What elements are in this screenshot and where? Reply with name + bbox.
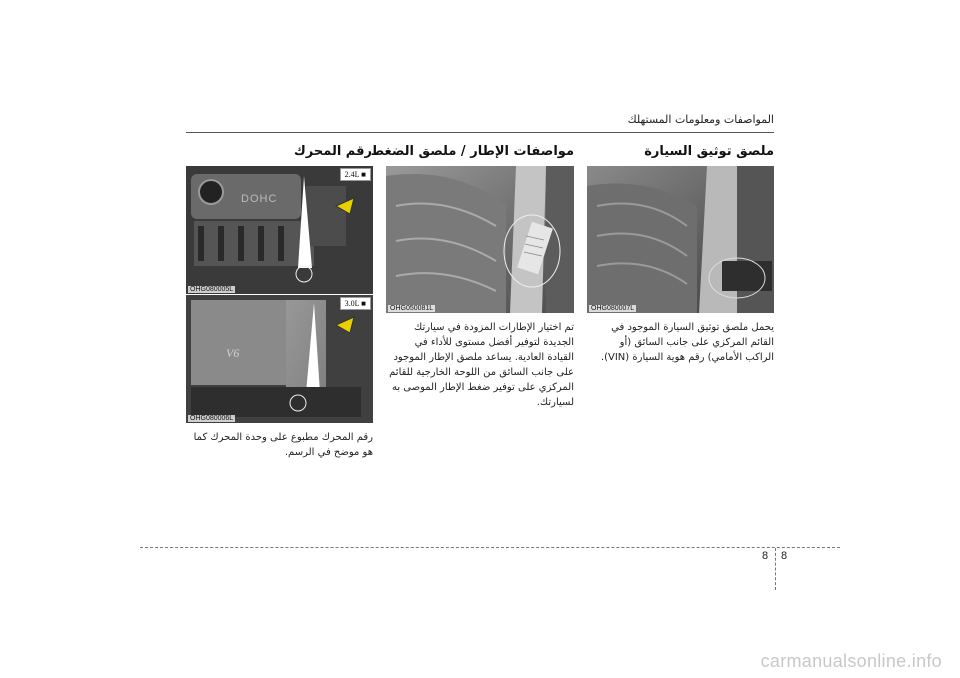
engine-logo-dohc: DOHC xyxy=(241,193,278,205)
engine-body-text: رقم المحرك مطبوع على وحدة المحرك كما هو موضح في الرسم. xyxy=(193,432,373,458)
tire-label-photo xyxy=(386,166,574,313)
watermark: carmanualsonline.info xyxy=(760,651,942,671)
vin-body-text: يحمل ملصق توثيق السيارة الموجود في القائم المركزي على جانب السائق (أو الراكب الأمامي) رقم هوية السيارة (VIN). xyxy=(600,322,774,363)
footer-divider xyxy=(775,548,776,590)
engine-photo-3-0l xyxy=(186,295,373,423)
engine-photo-2-4l xyxy=(186,166,373,294)
tire-body-text: تم اختيار الإطارات المزودة في سيارتك الجديدة لتوفير أفضل مستوى للأداء في القيادة العادية. يساعد ملصق الإطار الموجود على جانب السائق من اللوحة الخارجية للقائم المركزي على توفير ضغط الإطار الموصى به لسيارتك. xyxy=(389,322,574,408)
photo-code: OHG080007L xyxy=(591,305,635,312)
header-rule xyxy=(186,132,774,133)
page-number-right: 8 xyxy=(781,550,788,562)
photo-code: OHG050081L xyxy=(390,305,434,312)
photo-code: OHG080005L xyxy=(190,286,234,293)
section-title-vin: ملصق توثيق السيارة xyxy=(644,144,774,159)
section-title-tire: مواصفات الإطار / ملصق الضغط xyxy=(370,144,574,159)
page-number-left: 8 xyxy=(762,550,769,562)
engine-logo-v6: V6 xyxy=(226,346,240,360)
photo-code: OHG080006L xyxy=(190,415,234,422)
engine-badge-2-4l: 2.4L ■ xyxy=(340,168,371,181)
footer-rule xyxy=(140,547,840,548)
vin-label-photo xyxy=(587,166,774,313)
section-title-engine: رقم المحرك xyxy=(293,144,372,159)
header-title: المواصفات ومعلومات المستهلك xyxy=(627,113,774,126)
engine-badge-3-0l: 3.0L ■ xyxy=(340,297,371,310)
